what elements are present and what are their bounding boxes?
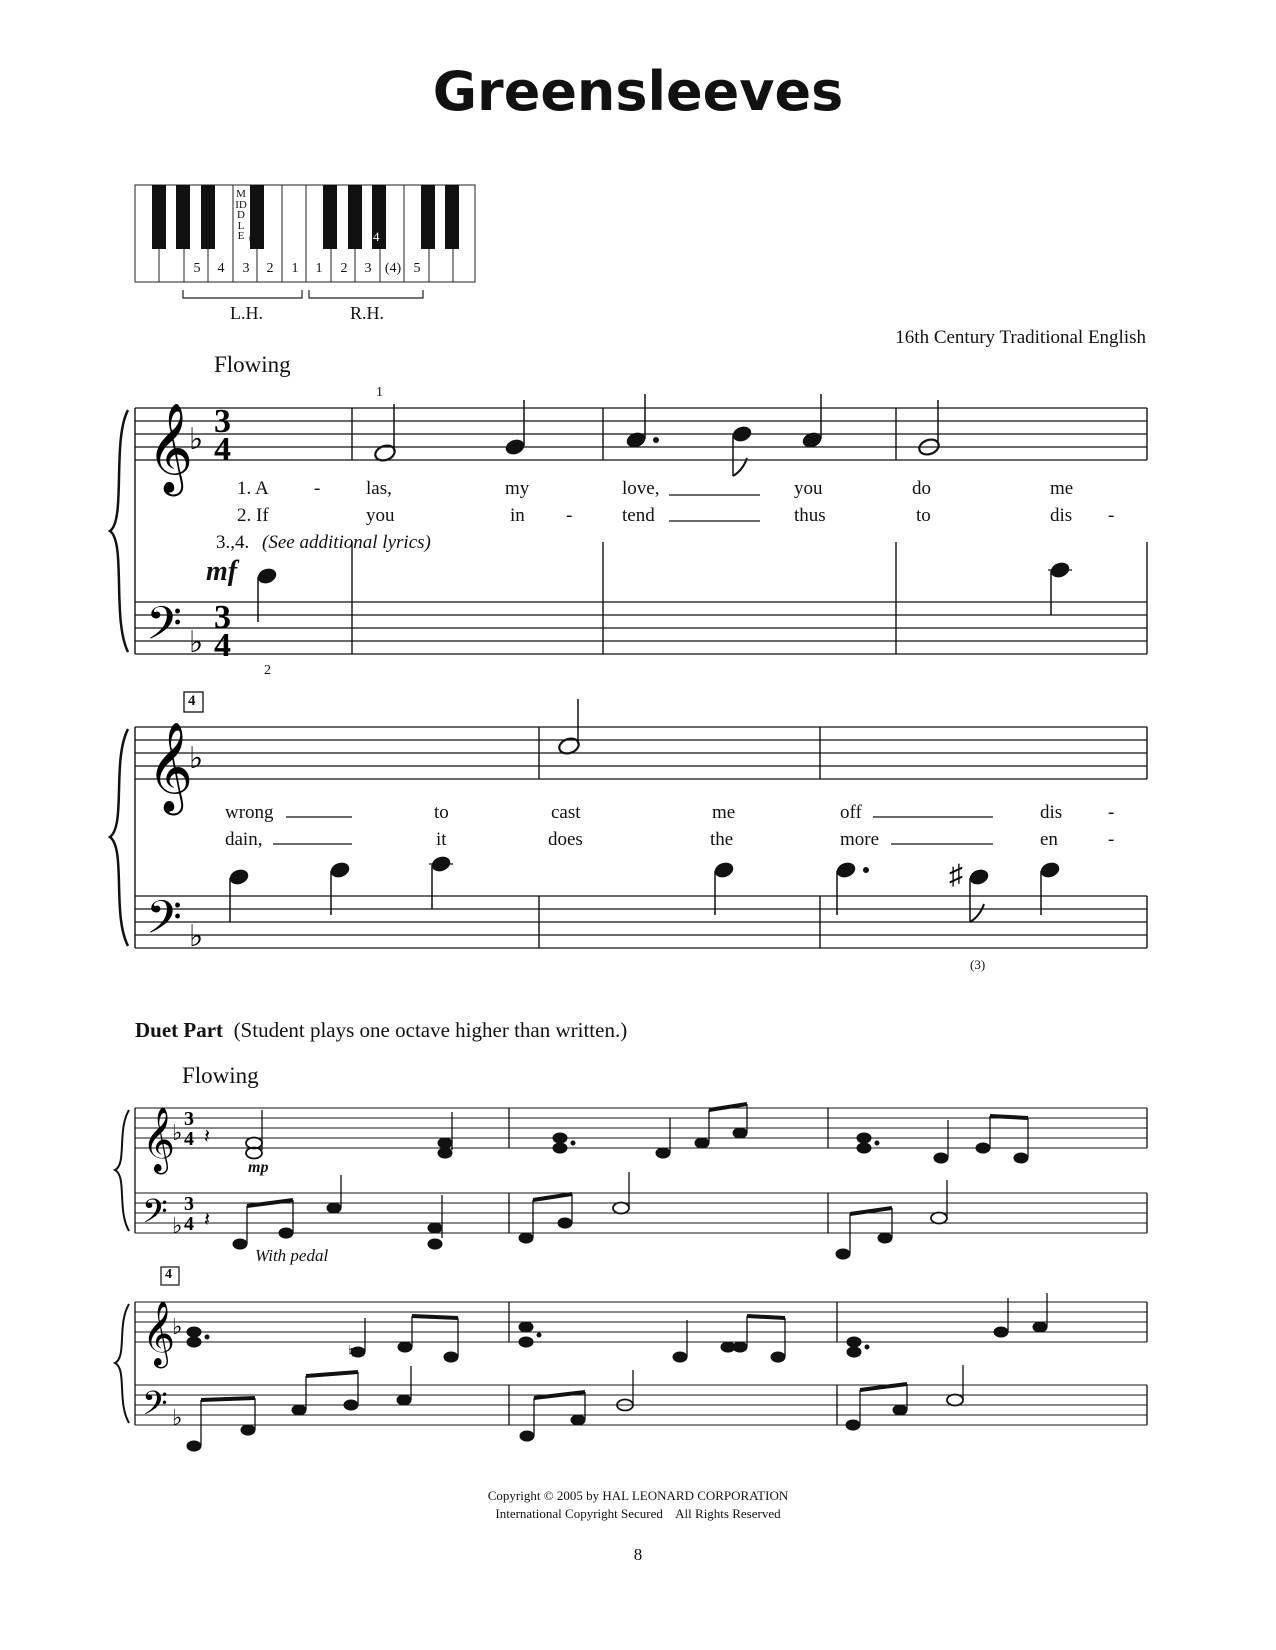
duet-tempo: Flowing: [182, 1063, 259, 1088]
lyric: dis: [1050, 505, 1073, 526]
lyric: las,: [366, 478, 392, 499]
lyric-verse3-number: 3.,4.: [216, 532, 250, 553]
lyric: dain,: [225, 829, 263, 850]
svg-text:𝄢: 𝄢: [146, 893, 183, 955]
svg-text:♭: ♭: [172, 1314, 183, 1339]
lyric: the: [710, 829, 734, 850]
bass-clef-icon: 𝄢: [146, 599, 183, 661]
rh-finger-5: 5: [413, 261, 421, 276]
system2-bass-staff: [135, 896, 1147, 948]
lyric: 2. If: [237, 505, 269, 526]
lyric: -: [566, 505, 573, 526]
composer-credit: 16th Century Traditional English: [895, 327, 1146, 348]
svg-text:𝄽: 𝄽: [204, 1209, 211, 1231]
dynamic-marking: mf: [206, 556, 238, 587]
lh-finger-1: 1: [291, 261, 299, 276]
lyric: tend: [622, 505, 655, 526]
copyright-line2: International Copyright Secured All Rights Reserved: [495, 1506, 781, 1521]
svg-text:♭: ♭: [189, 920, 204, 953]
lyric: -: [1108, 829, 1115, 850]
song-title: Greensleeves: [432, 60, 844, 123]
lyric: to: [916, 505, 931, 526]
lyric: thus: [794, 505, 826, 526]
lyric: does: [548, 829, 583, 850]
lyric: dis: [1040, 802, 1063, 823]
rh-label: R.H.: [350, 303, 385, 323]
svg-text:4: 4: [214, 431, 231, 468]
rh-finger-2: 2: [340, 261, 348, 276]
svg-text:𝄞: 𝄞: [147, 723, 194, 810]
page-number: 8: [633, 1545, 643, 1564]
lyric: cast: [551, 802, 581, 823]
svg-text:3: 3: [214, 403, 231, 440]
svg-text:3: 3: [214, 599, 231, 636]
svg-text:♭: ♭: [189, 423, 204, 456]
lh-finger-2: 2: [266, 261, 274, 276]
rh-finger-3: 3: [364, 261, 372, 276]
rh-finger-4: (4): [384, 261, 402, 276]
svg-text:𝄢: 𝄢: [142, 1385, 168, 1430]
duet2-treble-staff: [135, 1302, 1147, 1342]
duet1-treble-staff: [135, 1108, 1147, 1148]
lyric: me: [1050, 478, 1074, 499]
duet-measure-number: 4: [165, 1267, 172, 1282]
system1-bass-staff: [135, 602, 1147, 654]
lyric: love,: [622, 478, 660, 499]
lyric: -: [1108, 505, 1115, 526]
svg-text:♭: ♭: [189, 626, 204, 659]
lyric: to: [434, 802, 449, 823]
pedal-marking: With pedal: [255, 1246, 329, 1265]
svg-text:♭: ♭: [172, 1120, 183, 1145]
duet-note: (Student plays one octave higher than written.): [233, 1018, 628, 1042]
measure-number: 4: [188, 693, 196, 709]
svg-text:𝄞: 𝄞: [142, 1303, 176, 1365]
svg-text:♯: ♯: [949, 860, 963, 891]
duet2-bass-staff: [135, 1385, 1147, 1425]
svg-text:𝄽: 𝄽: [204, 1126, 211, 1148]
lyric: en: [1040, 829, 1058, 850]
lyric: you: [366, 505, 395, 526]
lyric: 1. A: [237, 478, 269, 499]
system2-treble-staff: [135, 727, 1147, 779]
treble-clef-icon: 𝄞: [147, 404, 194, 491]
svg-text:4: 4: [214, 627, 231, 664]
lh-sharp-fingering: (3): [970, 957, 986, 972]
lh-finger-4: 4: [217, 261, 225, 276]
lyric: do: [912, 478, 931, 499]
lh-fingering: 2: [264, 663, 271, 678]
duet-heading: [135, 1018, 627, 1043]
lyric: wrong: [225, 802, 274, 823]
svg-text:𝄞: 𝄞: [142, 1109, 176, 1171]
black-key-finger: 4: [373, 229, 380, 244]
lyric: me: [712, 802, 736, 823]
duet-dynamic: mp: [248, 1159, 269, 1176]
lyric: in: [510, 505, 525, 526]
lyric: more: [840, 829, 880, 850]
rh-fingering: 1: [376, 385, 383, 400]
svg-text:♭: ♭: [189, 742, 204, 775]
svg-text:♮: ♮: [348, 1344, 354, 1361]
svg-text:♭: ♭: [172, 1213, 183, 1238]
svg-text:3: 3: [184, 1193, 194, 1215]
lh-finger-5: 5: [193, 261, 201, 276]
lyric: -: [314, 478, 321, 499]
tempo-marking: Flowing: [214, 352, 291, 377]
svg-text:4: 4: [184, 1213, 194, 1235]
middle-alt-finger: (3): [249, 233, 261, 244]
lyric: it: [436, 829, 447, 850]
middle-c-label: MIDDLE: [235, 188, 247, 242]
lh-label: L.H.: [230, 303, 263, 323]
svg-text:3: 3: [184, 1108, 194, 1130]
rh-finger-1: 1: [315, 261, 323, 276]
lyric: off: [840, 802, 862, 823]
lyric: -: [1108, 802, 1115, 823]
lh-finger-3: 3: [242, 261, 250, 276]
svg-text:♭: ♭: [172, 1405, 183, 1430]
lyric: you: [794, 478, 823, 499]
copyright-line1: Copyright © 2005 by HAL LEONARD CORPORATION: [487, 1488, 789, 1503]
lyric: my: [505, 478, 530, 499]
lyric-verse3-note: (See additional lyrics): [262, 532, 431, 553]
svg-text:𝄢: 𝄢: [142, 1193, 168, 1238]
svg-text:4: 4: [184, 1128, 194, 1150]
duet-title: Duet Part: [135, 1018, 224, 1042]
